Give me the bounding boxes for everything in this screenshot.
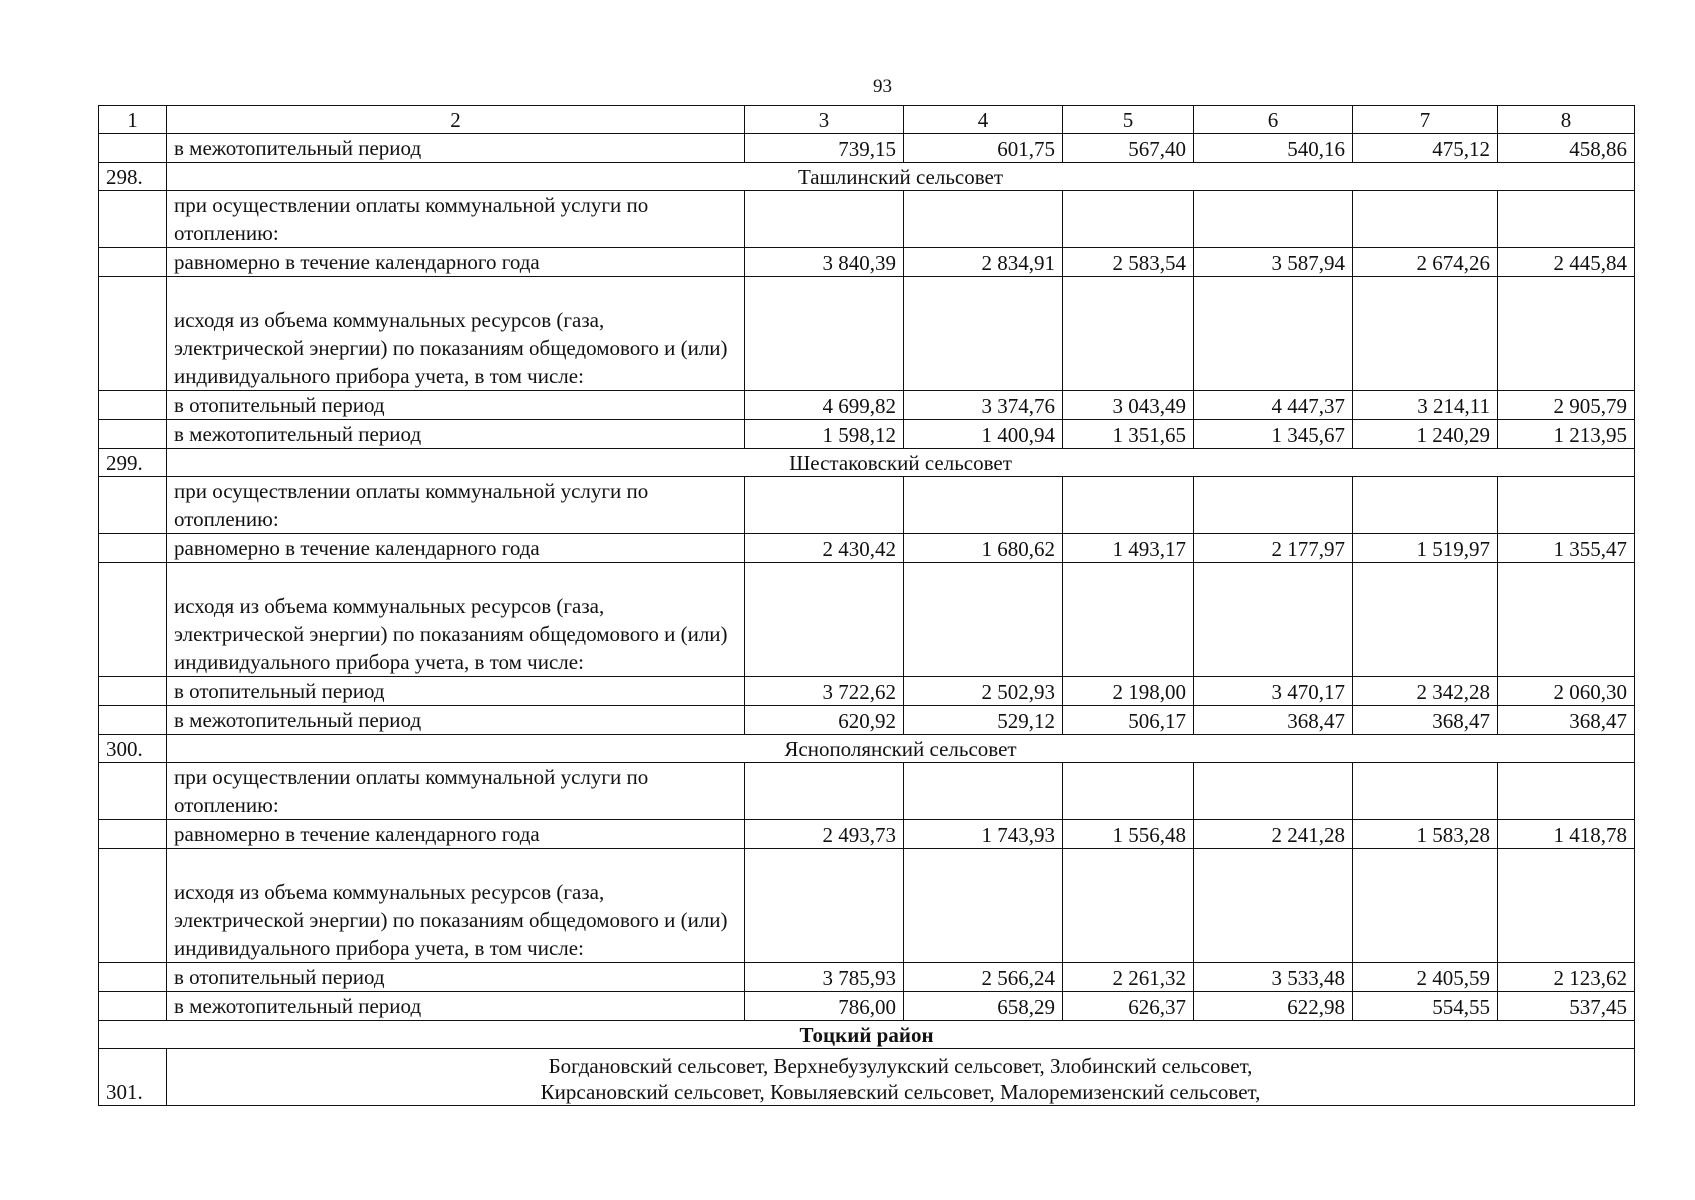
row-label: в отопительный период [167,963,745,992]
value-cell [1063,191,1194,248]
value-cell [904,563,1063,677]
value-cell: 1 418,78 [1498,820,1635,849]
value-cell [745,563,904,677]
row-number-cell [99,534,167,563]
value-cell: 2 674,26 [1353,248,1498,277]
value-cell: 368,47 [1353,706,1498,735]
value-cell: 2 241,28 [1194,820,1353,849]
value-cell: 3 587,94 [1194,248,1353,277]
row-number-cell [99,992,167,1021]
value-cell: 1 345,67 [1194,420,1353,449]
section-header-row [99,735,1635,763]
value-cell: 2 198,00 [1063,677,1194,706]
value-cell: 2 060,30 [1498,677,1635,706]
row-number-cell [99,820,167,849]
section-name-list [167,1049,1635,1106]
value-cell [1063,477,1194,534]
value-cell: 2 905,79 [1498,391,1635,420]
section-name: Шестаковский сельсовет [167,449,1635,477]
row-number-cell [99,563,167,677]
value-cell [1498,563,1635,677]
value-cell [1353,849,1498,963]
section-header-row [99,1049,1635,1106]
section-header-row [99,449,1635,477]
table-row [99,391,1635,420]
value-cell [1353,191,1498,248]
header-cell: 3 [745,106,904,134]
value-cell: 1 519,97 [1353,534,1498,563]
value-cell [1194,563,1353,677]
row-number-cell [99,963,167,992]
value-cell [1194,763,1353,820]
value-cell [1498,477,1635,534]
value-cell [1063,849,1194,963]
row-label: в межотопительный период [167,706,745,735]
value-cell: 2 261,32 [1063,963,1194,992]
section-name-line: Богдановский сельсовет, Верхнебузулукский сельсовет, Злобинский сельсовет, [548,1054,1253,1078]
value-cell: 2 342,28 [1353,677,1498,706]
value-cell: 3 785,93 [745,963,904,992]
value-cell [904,477,1063,534]
value-cell [904,763,1063,820]
value-cell [1353,477,1498,534]
value-cell [1498,763,1635,820]
row-number-cell [99,677,167,706]
row-label: в отопительный период [167,677,745,706]
section-name: Яснополянский сельсовет [167,735,1635,763]
value-cell [904,849,1063,963]
value-cell: 506,17 [1063,706,1194,735]
value-cell: 1 556,48 [1063,820,1194,849]
value-cell: 620,92 [745,706,904,735]
value-cell [1194,477,1353,534]
value-cell: 1 240,29 [1353,420,1498,449]
row-label: исходя из объема коммунальных ресурсов (газа, электрической энергии) по показаниям общедомового и (или) индивидуального прибора учета, в том числе: [167,563,745,677]
value-cell: 3 533,48 [1194,963,1353,992]
value-cell [1063,763,1194,820]
value-cell: 3 043,49 [1063,391,1194,420]
value-cell: 540,16 [1194,134,1353,163]
row-label: при осуществлении оплаты коммунальной услуги по отоплению: [167,477,745,534]
value-cell: 567,40 [1063,134,1194,163]
value-cell [745,849,904,963]
value-cell [1498,849,1635,963]
value-cell [1063,277,1194,391]
section-header-row [99,163,1635,191]
table-row [99,534,1635,563]
value-cell [745,191,904,248]
header-cell: 1 [99,106,167,134]
row-label: равномерно в течение календарного года [167,820,745,849]
value-cell: 2 834,91 [904,248,1063,277]
table-row [99,563,1635,677]
row-label: в отопительный период [167,391,745,420]
value-cell: 458,86 [1498,134,1635,163]
row-number-cell [99,277,167,391]
table-row [99,706,1635,735]
value-cell: 3 840,39 [745,248,904,277]
section-name-line: Кирсановский сельсовет, Ковыляевский сельсовет, Малоремизенский сельсовет, [540,1080,1261,1104]
value-cell: 1 583,28 [1353,820,1498,849]
value-cell: 368,47 [1194,706,1353,735]
table-row [99,849,1635,963]
row-label: равномерно в течение календарного года [167,248,745,277]
row-label: в межотопительный период [167,420,745,449]
value-cell [904,277,1063,391]
row-label: в межотопительный период [167,992,745,1021]
row-number-cell [99,420,167,449]
header-cell: 6 [1194,106,1353,134]
value-cell [745,477,904,534]
header-cell: 4 [904,106,1063,134]
section-name: Ташлинский сельсовет [167,163,1635,191]
value-cell: 537,45 [1498,992,1635,1021]
value-cell: 1 351,65 [1063,420,1194,449]
value-cell: 1 743,93 [904,820,1063,849]
row-label: при осуществлении оплаты коммунальной услуги по отоплению: [167,763,745,820]
value-cell [1353,563,1498,677]
value-cell [1194,277,1353,391]
value-cell: 786,00 [745,992,904,1021]
row-label: в межотопительный период [167,134,745,163]
table-row [99,963,1635,992]
value-cell [1194,849,1353,963]
header-cell: 5 [1063,106,1194,134]
value-cell: 4 447,37 [1194,391,1353,420]
table-row [99,820,1635,849]
value-cell: 626,37 [1063,992,1194,1021]
value-cell [1353,277,1498,391]
value-cell [904,191,1063,248]
value-cell: 1 493,17 [1063,534,1194,563]
header-cell: 8 [1498,106,1635,134]
row-label: исходя из объема коммунальных ресурсов (газа, электрической энергии) по показаниям общедомового и (или) индивидуального прибора учета, в том числе: [167,849,745,963]
row-number-cell [99,706,167,735]
section-number: 300. [99,735,167,763]
value-cell [1498,277,1635,391]
table-row [99,191,1635,248]
value-cell: 2 566,24 [904,963,1063,992]
page-number: 93 [873,76,892,97]
value-cell: 475,12 [1353,134,1498,163]
table-row [99,420,1635,449]
value-cell: 1 213,95 [1498,420,1635,449]
value-cell: 2 405,59 [1353,963,1498,992]
row-label: равномерно в течение календарного года [167,534,745,563]
value-cell: 368,47 [1498,706,1635,735]
value-cell: 2 493,73 [745,820,904,849]
value-cell: 622,98 [1194,992,1353,1021]
value-cell: 2 502,93 [904,677,1063,706]
table-row [99,992,1635,1021]
value-cell: 3 470,17 [1194,677,1353,706]
row-number-cell [99,477,167,534]
value-cell: 2 583,54 [1063,248,1194,277]
section-number: 301. [99,1049,167,1106]
value-cell: 2 430,42 [745,534,904,563]
value-cell: 554,55 [1353,992,1498,1021]
value-cell: 1 355,47 [1498,534,1635,563]
tariff-table [98,105,1635,1106]
section-number: 298. [99,163,167,191]
value-cell: 3 214,11 [1353,391,1498,420]
row-number-cell [99,191,167,248]
value-cell [1353,763,1498,820]
value-cell [745,763,904,820]
value-cell [1063,563,1194,677]
section-number: 299. [99,449,167,477]
value-cell: 2 177,97 [1194,534,1353,563]
value-cell: 658,29 [904,992,1063,1021]
row-number-cell [99,134,167,163]
row-label: при осуществлении оплаты коммунальной услуги по отоплению: [167,191,745,248]
value-cell: 4 699,82 [745,391,904,420]
header-cell: 2 [167,106,745,134]
value-cell: 1 680,62 [904,534,1063,563]
value-cell: 2 123,62 [1498,963,1635,992]
table-row [99,677,1635,706]
table-row [99,763,1635,820]
value-cell: 601,75 [904,134,1063,163]
row-number-cell [99,391,167,420]
value-cell: 1 598,12 [745,420,904,449]
table-row [99,134,1635,163]
value-cell: 529,12 [904,706,1063,735]
value-cell: 3 722,62 [745,677,904,706]
district-name: Тоцкий район [99,1021,1635,1049]
row-label: исходя из объема коммунальных ресурсов (газа, электрической энергии) по показаниям общедомового и (или) индивидуального прибора учета, в том числе: [167,277,745,391]
header-cell: 7 [1353,106,1498,134]
table-row [99,248,1635,277]
value-cell [1498,191,1635,248]
row-number-cell [99,248,167,277]
district-row [99,1021,1635,1049]
table-row [99,277,1635,391]
value-cell [1194,191,1353,248]
value-cell: 1 400,94 [904,420,1063,449]
row-number-cell [99,763,167,820]
column-number-row [99,106,1635,134]
table-row [99,477,1635,534]
value-cell: 2 445,84 [1498,248,1635,277]
value-cell: 3 374,76 [904,391,1063,420]
row-number-cell [99,849,167,963]
value-cell [745,277,904,391]
value-cell: 739,15 [745,134,904,163]
